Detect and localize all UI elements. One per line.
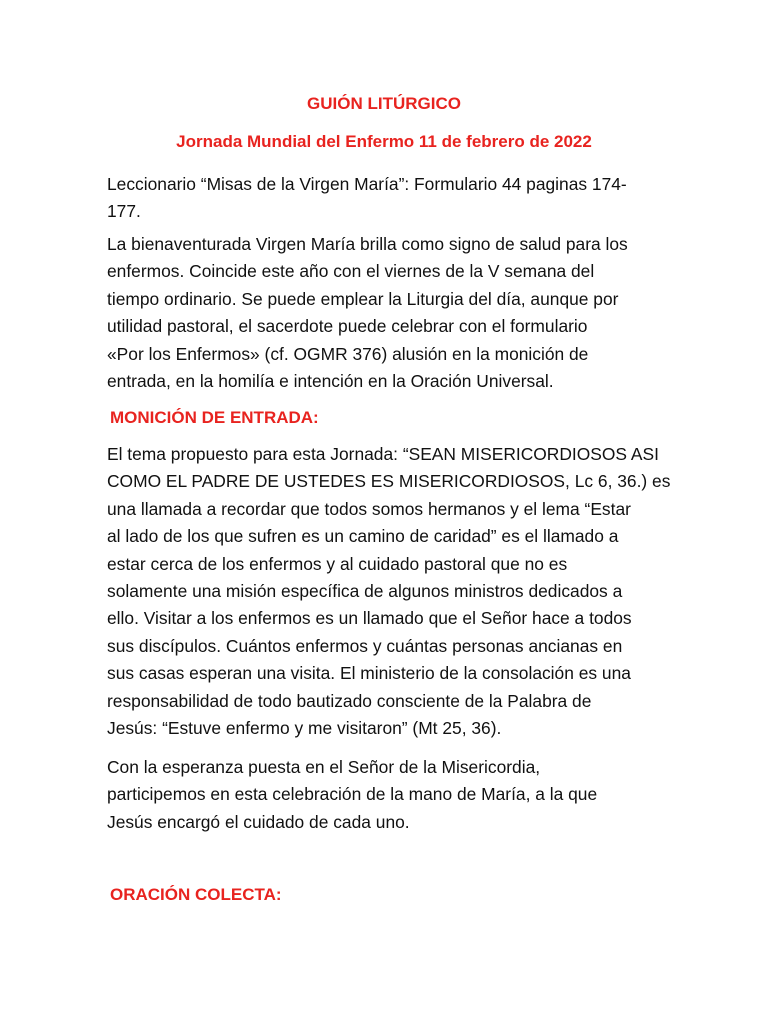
- colecta-heading: ORACIÓN COLECTA:: [110, 885, 282, 904]
- text-line: sus discípulos. Cuántos enfermos y cuántas personas ancianas en: [107, 635, 623, 656]
- text-line: COMO EL PADRE DE USTEDES ES MISERICORDIOSOS, Lc 6, 36.) es: [107, 471, 671, 492]
- intro-paragraph: [107, 231, 667, 395]
- text-line: participemos en esta celebración de la mano de María, a la que: [107, 784, 598, 805]
- esperanza-paragraph: [107, 754, 667, 836]
- text-line: solamente una misión específica de algunos ministros dedicados a: [107, 581, 623, 602]
- text-line: Jesús: “Estuve enfermo y me visitaron” (Mt 25, 36).: [107, 718, 502, 739]
- text-line: tiempo ordinario. Se puede emplear la Liturgia del día, aunque por: [107, 288, 619, 309]
- text-line: responsabilidad de todo bautizado consciente de la Palabra de: [107, 690, 592, 711]
- text-line: enfermos. Coincide este año con el viernes de la V semana del: [107, 261, 595, 282]
- text-line: ello. Visitar a los enfermos es un llamado que el Señor hace a todos: [107, 608, 632, 629]
- text-line: Con la esperanza puesta en el Señor de la Misericordia,: [107, 757, 541, 777]
- text-line: al lado de los que sufren es un camino de caridad” es el llamado a: [107, 526, 619, 547]
- text-line: La bienaventurada Virgen María brilla como signo de salud para los: [107, 234, 628, 254]
- text-line: estar cerca de los enfermos y al cuidado pastoral que no es: [107, 553, 568, 574]
- leccionario-paragraph: [107, 171, 667, 226]
- text-line: utilidad pastoral, el sacerdote puede celebrar con el formulario: [107, 316, 588, 337]
- text-line: sus casas esperan una visita. El ministerio de la consolación es una: [107, 663, 631, 684]
- text-line: entrada, en la homilía e intención en la Oración Universal.: [107, 371, 554, 392]
- text-line: 177.: [107, 201, 141, 222]
- monicion-heading: MONICIÓN DE ENTRADA:: [110, 408, 319, 427]
- text-line: una llamada a recordar que todos somos hermanos y el lema “Estar: [107, 498, 631, 519]
- document-title: GUIÓN LITÚRGICO: [307, 94, 461, 113]
- monicion-paragraph: [107, 441, 671, 742]
- text-line: «Por los Enfermos» (cf. OGMR 376) alusión en la monición de: [107, 343, 589, 364]
- text-line: Leccionario “Misas de la Virgen María”: Formulario 44 paginas 174-: [107, 174, 627, 194]
- text-line: El tema propuesto para esta Jornada: “SEAN MISERICORDIOSOS ASI: [107, 444, 659, 464]
- document-subtitle: Jornada Mundial del Enfermo 11 de febrero de 2022: [176, 132, 592, 151]
- text-line: Jesús encargó el cuidado de cada uno.: [107, 811, 410, 832]
